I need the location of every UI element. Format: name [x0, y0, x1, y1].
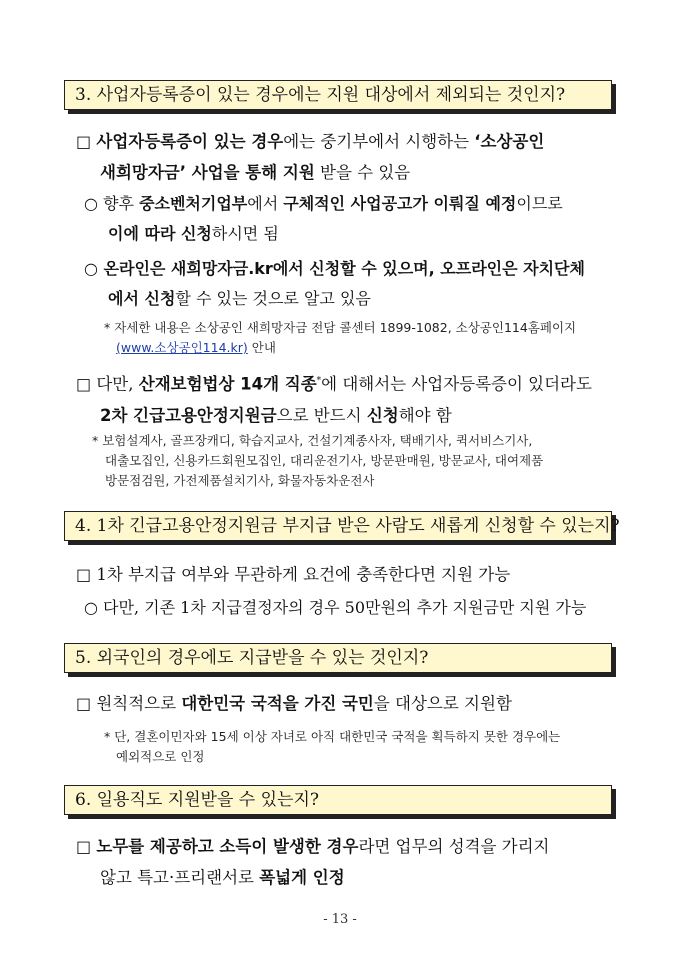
q3-a1-text-1: 에는 중기부에서 시행하는 [283, 132, 475, 151]
q3-a2-line-2 [76, 400, 620, 431]
circle-bullet-icon: ○ [84, 259, 98, 278]
q3-a1-bold-2: ‘소상공인 [474, 132, 545, 151]
q3-s1-text-3: 이므로 [516, 194, 563, 213]
q3-s1-text-1: 향후 [97, 194, 140, 213]
q3-s2-bold-2: 에서 신청 [108, 289, 176, 308]
q4-a1-text: 1차 부지급 여부와 무관하게 요건에 충족한다면 지원 가능 [91, 565, 511, 584]
q3-s1-bold-2: 구체적인 사업공고가 이뤄질 예정 [283, 194, 517, 213]
q5-a1-text-1: 원칙적으로 [91, 694, 182, 713]
q3-note2-line-3: 방문점검원, 가전제품설치기사, 화물자동차운전사 [105, 473, 375, 488]
q4-sub-1 [84, 593, 620, 623]
q3-s1-line-2 [84, 219, 620, 249]
q5-answer-1 [76, 688, 620, 719]
q4-s1-text: 다만, 기존 1차 지급결정자의 경우 50만원의 추가 지원금만 지원 가능 [97, 598, 587, 617]
q3-a1-bold-3: 새희망자금’ 사업을 통해 지원 [100, 163, 315, 182]
q3-a2-bold-2: 2차 긴급고용안정지원금 [100, 405, 277, 425]
q5-a1-text-2: 을 대상으로 지원함 [373, 694, 512, 713]
square-bullet-icon: □ [76, 565, 92, 584]
q3-s2-line-2 [84, 284, 620, 314]
q3-s2-bold-1: 온라인은 새희망자금.kr에서 신청할 수 있으며, 오프라인은 자치단체 [97, 259, 585, 278]
q3-a2-text-4: 해야 함 [398, 405, 452, 425]
q3-a2-text-1: 다만, [91, 374, 139, 394]
website-link[interactable]: (www.소상공인114.kr) [116, 340, 248, 355]
q3-answer-1 [76, 126, 620, 188]
q4-answer-1 [76, 559, 620, 590]
q3-s1-text-4: 하시면 됨 [211, 224, 279, 243]
q3-s1-bold-1: 중소벤처기업부 [139, 194, 248, 213]
circle-bullet-icon: ○ [84, 598, 98, 617]
q3-note2-line-2: 대출모집인, 신용카드회원모집인, 대리운전기사, 방문판매원, 방문교사, 대여제품 [105, 453, 544, 468]
square-bullet-icon: □ [76, 694, 92, 713]
q5-note-line-2: 예외적으로 인정 [116, 749, 205, 764]
page-number: - 13 - [323, 912, 357, 927]
q3-note1-text-2: 안내 [247, 340, 276, 355]
q6-answer-1 [76, 831, 620, 893]
q3-a2-text-2: 에 대해서는 사업자등록증이 있더라도 [321, 374, 592, 394]
q5-a1-bold-1: 대한민국 국적을 가진 국민 [181, 694, 374, 713]
q3-a1-line-2 [76, 157, 620, 188]
q3-sub-1 [84, 189, 620, 249]
q3-note1-text-1: * 자세한 내용은 소상공인 새희망자금 전담 콜센터 1899-1082, 소상공인114홈페이지 [104, 320, 577, 335]
q3-a1-bold-1: 사업자등록증이 있는 경우 [96, 132, 284, 151]
q6-a1-line-2 [76, 862, 620, 893]
q3-a2-text-3: 으로 반드시 [276, 405, 367, 425]
q3-footnote-1 [104, 318, 624, 358]
q3-sub-2 [84, 254, 620, 314]
q5-note-line-1: * 단, 결혼이민자와 15세 이상 자녀로 아직 대한민국 국적을 획득하지 못한 경우에는 [104, 729, 561, 744]
square-bullet-icon: □ [76, 374, 92, 394]
question-4-heading: 4. 1차 긴급고용안정지원금 부지급 받은 사람도 새롭게 신청할 수 있는지? [64, 511, 612, 541]
footnote-marker: * [316, 376, 322, 386]
q3-a2-bold-1: 산재보험법상 14개 직종 [138, 374, 317, 394]
question-5-heading: 5. 외국인의 경우에도 지급받을 수 있는 것인지? [64, 643, 612, 673]
question-6-heading: 6. 일용직도 지원받을 수 있는지? [64, 785, 612, 815]
q6-a1-text-1: 라면 업무의 성격을 가리지 [358, 837, 550, 856]
q3-s1-bold-3: 이에 따라 신청 [108, 224, 212, 243]
square-bullet-icon: □ [76, 132, 92, 151]
q3-footnote-2 [92, 431, 622, 491]
q6-a1-bold-2: 폭넓게 인정 [259, 868, 345, 887]
square-bullet-icon: □ [76, 837, 92, 856]
q3-s2-text-1: 할 수 있는 것으로 알고 있음 [175, 289, 371, 308]
q3-s1-text-2: 에서 [247, 194, 284, 213]
q3-note2-line-1: * 보험설계사, 골프장캐디, 학습지교사, 건설기계종사자, 택배기사, 퀵서비스기사, [92, 433, 533, 448]
q3-a1-text-2: 받을 수 있음 [314, 163, 411, 182]
q5-footnote [104, 727, 624, 767]
q3-a2-bold-3: 신청 [366, 405, 399, 425]
question-3-heading: 3. 사업자등록증이 있는 경우에는 지원 대상에서 제외되는 것인지? [64, 80, 612, 110]
q6-a1-bold-1: 노무를 제공하고 소득이 발생한 경우 [96, 837, 359, 856]
circle-bullet-icon: ○ [84, 194, 98, 213]
q6-a1-text-2: 않고 특고·프리랜서로 [100, 868, 260, 887]
q3-answer-2 [76, 366, 620, 431]
